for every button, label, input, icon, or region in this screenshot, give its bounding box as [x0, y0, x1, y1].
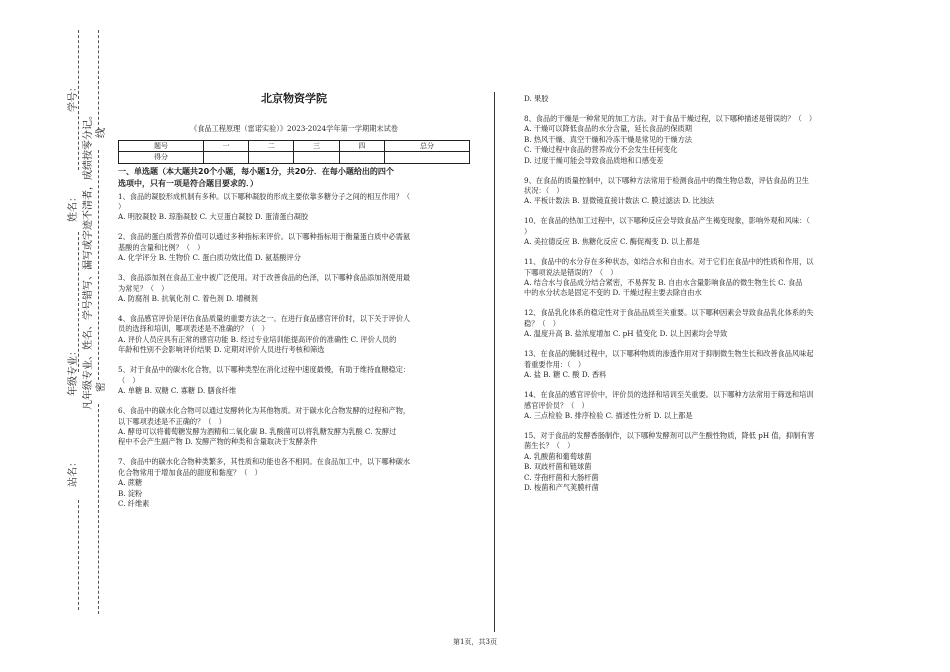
score-table-header-row [119, 140, 470, 151]
question-line: （ ） [118, 375, 140, 385]
left-column [118, 90, 470, 519]
question-line: 2、食品的蛋白质营养价值可以通过多种指标来评价。以下哪种指标用于衡量蛋白质中必需氨 [118, 232, 411, 242]
score-table-header: 题号 [119, 140, 204, 151]
score-cell [203, 152, 248, 163]
name-label: 姓名： [68, 192, 79, 222]
question-item [524, 390, 876, 421]
question-line: A. 评价人员应具有正常的感官功能 B. 经过专业培训能提高评价的准确性 C. 评价人员的 [118, 334, 397, 344]
question-line: A. 明胶凝胶 B. 琼脂凝胶 C. 大豆蛋白凝胶 D. 蛋清蛋白凝胶 [118, 212, 309, 222]
right-column [524, 94, 876, 503]
question-item [118, 457, 470, 509]
question-line: A. 平板计数法 B. 显微镜直接计数法 C. 膜过滤法 D. 比浊法 [524, 196, 715, 206]
question-item [118, 192, 470, 223]
question-line: 程中不会产生副产物 D. 发酵产物的种类和含量取决于发酵条件 [118, 437, 318, 447]
question-line: A. 防腐剂 B. 抗氧化剂 C. 着色剂 D. 增稠剂 [118, 294, 258, 304]
question-line: A. 化学评分 B. 生物价 C. 蛋白质功效比值 D. 氨基酸评分 [118, 253, 301, 263]
question-line: 7、食品中的碳水化合物种类繁多，其性质和功能也各不相同。在食品加工中，以下哪种碳水 [118, 457, 411, 467]
question-line: 8、食品的干燥是一种常见的加工方法。对于食品干燥过程，以下哪种描述是错误的？（ ） [524, 114, 817, 123]
score-table-header: 总分 [385, 140, 470, 151]
exam-title: 《食品工程原理（雷诺实验）》2023-2024学年第一学期期末试卷 [190, 124, 398, 134]
question-item [524, 308, 876, 339]
question-line: 6、食品中的碳水化合物可以通过发酵转化为其他物质。对于碳水化合物发酵的过程和产物， [118, 406, 411, 416]
seal-xian: 线 [96, 128, 107, 138]
fill-line-student-id [78, 30, 79, 170]
question-line: 基酸的含量和比例？（ ） [118, 242, 205, 252]
column-divider [494, 92, 495, 632]
question-line: 15、对于食品的发酵香肠制作，以下哪种发酵剂可以产生酸性物质，降低 pH 值，抑制有害 [524, 430, 815, 440]
question-line: 年龄和性别不会影响评价结果 D. 定期对评价人员进行考核和筛选 [118, 345, 325, 355]
score-cell [294, 152, 339, 163]
student-id-label: 学号： [68, 82, 79, 112]
question-line: 12、食品乳化体系的稳定性对于食品品质至关重要。以下哪种因素会导致食品乳化体系的失 [524, 308, 814, 318]
question-line: 5、对于食品中的碳水化合物，以下哪种类型在消化过程中速度最慢，有助于维持血糖稳定： [118, 365, 411, 375]
question-line: A. 干燥可以降低食品的水分含量，延长食品的保质期 [524, 124, 692, 134]
question-line: C. 干燥过程中食品的营养成分不会发生任何变化 [524, 145, 678, 155]
score-table [118, 140, 470, 164]
question-line: D. 果胶 [524, 94, 549, 103]
section-heading-line: 一、单选题（本大题共20个小题，每小题1分，共20分．在每小题给出的四个 [118, 166, 394, 176]
question-line: ） [118, 202, 126, 212]
site-label: 站名： [68, 457, 79, 487]
score-table-header: 二 [249, 140, 294, 151]
question-line: 着重要作用：（ ） [524, 359, 586, 369]
question-line: 化合物常用于增加食品的甜度和黏度？（ ） [118, 467, 262, 477]
question-line: 状况：（ ） [524, 186, 564, 196]
score-table-header: 四 [339, 140, 384, 151]
section-heading [118, 166, 470, 190]
score-cell [339, 152, 384, 163]
question-line: B. 双歧杆菌和链球菌 [524, 462, 592, 472]
score-cell [249, 152, 294, 163]
question-line: A. 美拉德反应 B. 焦糖化反应 C. 酶促褐变 D. 以上都是 [524, 237, 700, 247]
question-line: 菌生长？（ ） [524, 441, 575, 451]
question-line: A. 单糖 B. 双糖 C. 寡糖 D. 膳食纤维 [118, 386, 237, 396]
score-cell [385, 152, 470, 163]
seal-line-top [98, 30, 99, 130]
question-line: 员的选择和培训，哪项表述是不准确的？（ ） [118, 324, 269, 334]
question-line: 下哪项说法是错误的？（ ） [524, 267, 618, 277]
question-line: D. 过度干燥可能会导致食品质地和口感变差 [524, 155, 664, 165]
binding-margin [0, 0, 112, 672]
question-item [524, 257, 876, 299]
question-line: 4、食品感官评价是评估食品质量的重要方法之一。在进行食品感官评价时，以下关于评价人 [118, 314, 411, 324]
question-line: C. 芽孢杆菌和大肠杆菌 [524, 472, 599, 482]
question-item [118, 314, 470, 356]
question-line: 14、在食品的感官评价中，评价员的选择和培训至关重要。以下哪种方法常用于筛选和培训 [524, 390, 814, 400]
score-row-label: 得分 [119, 152, 204, 163]
score-table-score-row [119, 152, 470, 163]
question-line: B. 淀粉 [118, 488, 143, 498]
question-line: A. 蔗糖 [118, 478, 143, 488]
page-footer: 第1页，共3页 [453, 638, 497, 646]
question-line: 11、食品中的水分存在多种状态，如结合水和自由水。对于它们在食品中的性质和作用，以 [524, 257, 814, 267]
question-line: 稳？（ ） [524, 318, 560, 328]
school-name: 北京物资学院 [261, 92, 327, 105]
seal-line-middle [98, 150, 99, 380]
binding-notice: 凡年级专业、姓名、学号错写、漏写或字迹不清者，成绩按零分记。 [83, 110, 94, 410]
question-item [524, 431, 876, 493]
left-question-list [118, 192, 470, 510]
question-item [118, 406, 470, 448]
question-line: 9、在食品的质量控制中，以下哪种方法常用于检测食品中的微生物总数，评估食品的卫生 [524, 175, 809, 185]
fill-line-site [78, 500, 79, 610]
score-table-header: 三 [294, 140, 339, 151]
question-item [118, 365, 470, 396]
fill-line-name [78, 232, 79, 372]
question-line: 10、在食品的热加工过程中，以下哪种反应会导致食品产生褐变现象，影响外观和风味：（ [524, 216, 810, 226]
seal-mi: 密 [96, 382, 107, 392]
question-line: ） [524, 226, 532, 236]
question-line: 13、在食品的腌制过程中，以下哪种物质的渗透作用对于抑制微生物生长和改善食品风味起 [524, 349, 814, 359]
question-line: 感官评价员？（ ） [524, 400, 589, 410]
question-item [524, 349, 876, 380]
question-line: 以下哪项表述是不正确的？（ ） [118, 416, 226, 426]
question-item [524, 176, 876, 207]
question-line: A. 温度升高 B. 盐浓度增加 C. pH 值变化 D. 以上因素均会导致 [524, 329, 728, 339]
score-table-header: 一 [203, 140, 248, 151]
seal-line-bottom [98, 404, 99, 614]
question-line: B. 热风干燥、真空干燥和冷冻干燥是常见的干燥方法 [524, 134, 692, 144]
question-item [524, 216, 876, 247]
question-item [524, 114, 876, 166]
question-line: A. 结合水与食品成分结合紧密，不易挥发 B. 自由水含量影响食品的微生物生长 C. 食品 [524, 278, 803, 288]
question-line: A. 乳酸菌和葡萄球菌 [524, 451, 592, 461]
question-line: 为常见？（ ） [118, 283, 169, 293]
question-line: A. 三点检验 B. 排序检验 C. 描述性分析 D. 以上都是 [524, 410, 693, 420]
question-item [118, 232, 470, 263]
section-heading-line: 选项中，只有一项是符合题目要求的．） [118, 178, 258, 188]
question-line: D. 梭菌和产气荚膜杆菌 [524, 482, 599, 492]
question-item [524, 94, 876, 104]
question-item [118, 273, 470, 304]
question-line: A. 盐 B. 糖 C. 酸 D. 香料 [524, 370, 607, 380]
question-line: 1、食品的凝胶形成机制有多种。以下哪种凝胶的形成主要依靠多糖分子之间的相互作用？（ [118, 191, 411, 201]
question-line: 中的水分状态是固定不变的 D. 干燥过程主要去除自由水 [524, 288, 702, 298]
right-question-list [524, 94, 876, 493]
question-line: A. 酵母可以将葡萄糖发酵为酒精和二氧化碳 B. 乳酸菌可以将乳糖发酵为乳酸 C. 发酵过 [118, 426, 397, 436]
question-line: 3、食品添加剂在食品工业中被广泛使用。对于改善食品的色泽，以下哪种食品添加剂使用最 [118, 273, 411, 283]
question-line: C. 纤维素 [118, 498, 150, 508]
class-major-label: 年级专业： [68, 346, 79, 396]
